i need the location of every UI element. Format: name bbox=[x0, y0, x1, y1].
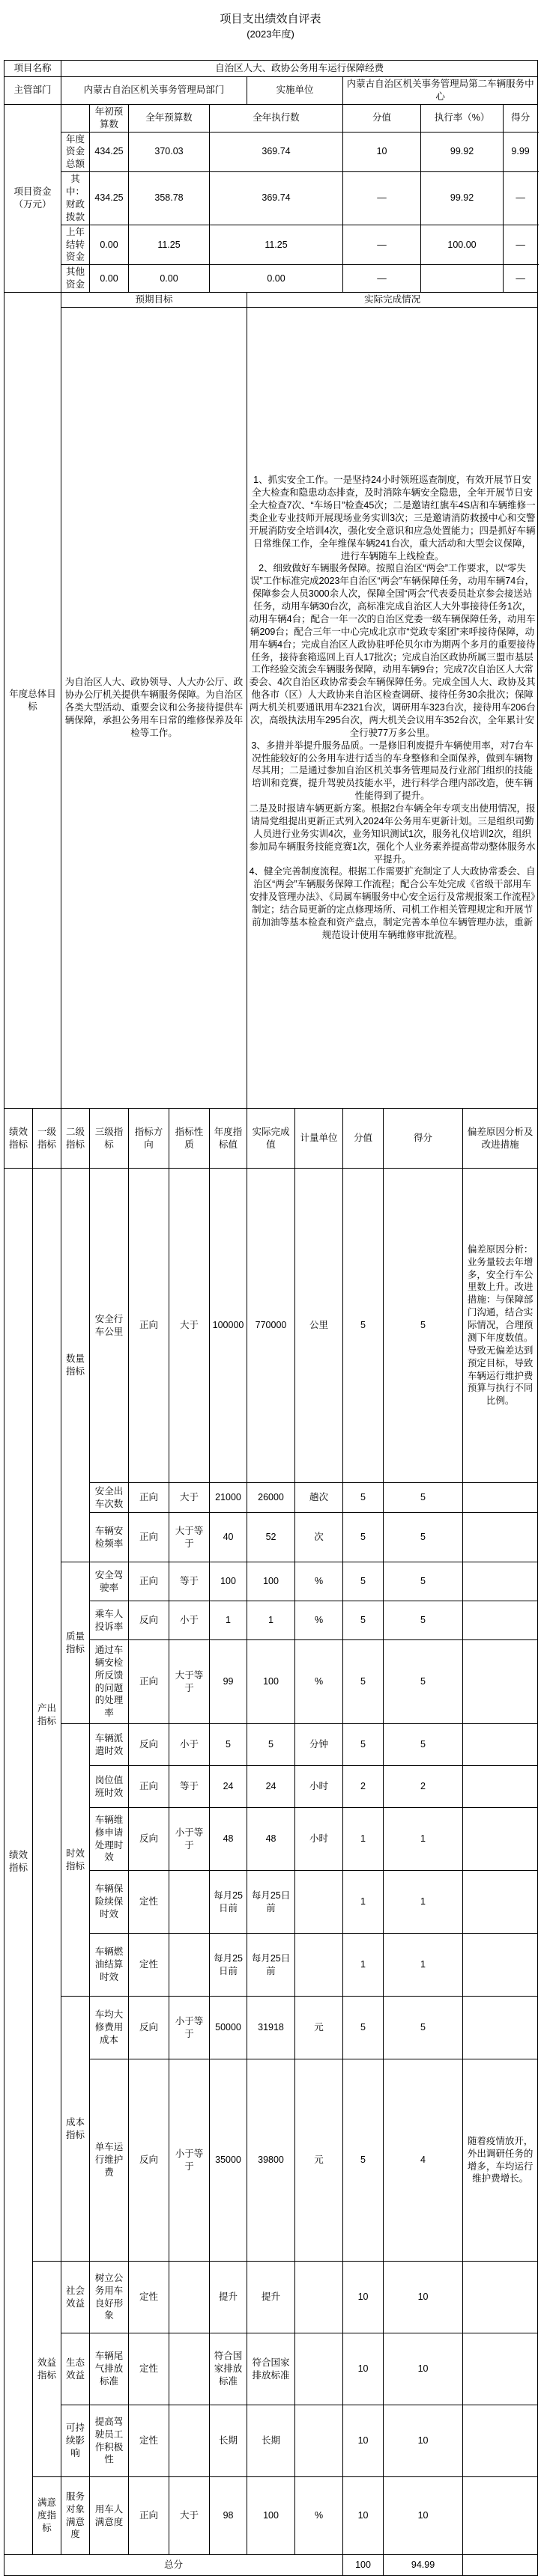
group-satisfaction: 满意度指标 bbox=[33, 2477, 61, 2555]
ind-target: 5 bbox=[210, 1724, 247, 1766]
ind-score: 2 bbox=[384, 1766, 463, 1808]
funds-row bbox=[4, 172, 538, 225]
indicator-row bbox=[4, 1997, 538, 2059]
hdr-scoreval: 分值 bbox=[343, 1109, 384, 1169]
ind-name: 树立公务用车良好形象 bbox=[90, 2262, 129, 2333]
ind-target: 每月25日前 bbox=[210, 1934, 247, 1997]
funds-row-name: 其中：财政拨款 bbox=[61, 172, 90, 225]
ind-reason bbox=[463, 1513, 538, 1562]
group-output: 产出指标 bbox=[33, 1169, 61, 2262]
group-ecological: 生态效益 bbox=[61, 2333, 90, 2405]
ind-reason bbox=[463, 1640, 538, 1724]
ind-prop: 等于 bbox=[169, 1562, 210, 1601]
ind-reason bbox=[463, 1997, 538, 2059]
ind-prop: 小于等于 bbox=[169, 1997, 210, 2059]
goals-actual-text: 1、抓实安全工作。一是坚持24小时领班巡查制度，有效开展节日安全大检查和隐患动态排查，及时消除车辆安全隐患，全年开展节日安全大检查7次、“车场日”检查45次；二是邀请红旗车4S店和车辆维修一类企业专业技师开展现场业务实训3次；三是邀请消防救援中心和交警开展消防安全培训4次，强化安全意识和应急处置能力；四是抓好车辆日常维保工作，全年维保车辆241台次，重大活动和大型会议保障，进行车辆随车上线检查。 2、细致做好车辆服务保障。按照自治区“两会”工作要求，以“零失误”工作标准完成2023年自治区“两会”车辆保障任务，动用车辆74台，保障参会人员3000余人次，保障全国“两会”代表委员赴京参会接送站任务，动用车辆30台次，高标准完成自治区人大外事接待任务1次，动用车辆4台；配合一年一次的自治区党委一级车辆保障任务，动用车辆209台；配合三年一中心完成北京市“党政专案团”来呼接待保障，动用车辆4台；完成自治区人政协驻呼伦贝尔市为期两个多月的重要接待任务，接待套箱巡回上百人17批次；完成自治区政协所属三盟市基层工作经验交流会车辆服务保障，动用车辆9台；完成7次自治区人大常委会、4次自治区政协常委会车辆保障任务。完成全国人大、政协及其他各市（区）人大政协来自治区检查调研、接待任务30余批次；保障两大机关机要通讯用车2321台次，调研用车323台次，接待用车206台次，高级执法用车295台次，两大机关会议用车352台次，全年累计安全行驶77万多公里。 3、多措并举提升服务品质。一是修旧利废提升车辆使用率，对7台车况性能较好的公务用车进行适当的车身整修和全面保养，做到车辆物尽其用；二是通过参加自治区机关事务管理局及行业部门组织的技能培训和竞赛，提升驾驶员技能水平，进行科学合理内部改造，使车辆性能得到了提升。 二是及时报请车辆更新方案。根据2台车辆全年专项支出使用情况，报请局党组提出更新正式列入2024年公务用车更新计划。三是组织司勤人员进行业务实训4次，业务知识测试1次，服务礼仪培训2次，组织参加局车辆服务技能竞赛1次，强化个人业务素养提高带动整体服务水平提升。 4、健全完善制度流程。根据工作需要扩充制定了人大政协常委会、自治区“两会”车辆服务保障工作流程；配合公车处完成《省级干部用车安排及管理办法》、《局属车辆服务中心安全运行及常规报案工作流程》制定；结合局更新的定点修理场所、司机工作相关管理规定和开展节前加油等基本检查和资产盘点，制定完善本单位车辆管理办法，重新规范设计使用车辆维修审批流程。 bbox=[247, 308, 538, 1109]
ind-dir: 反向 bbox=[129, 2059, 169, 2262]
indicator-row bbox=[4, 1169, 538, 1483]
ind-unit bbox=[295, 2333, 343, 2405]
ind-scoreval: 10 bbox=[343, 2333, 384, 2405]
ind-dir: 正向 bbox=[129, 2477, 169, 2555]
group-social: 社会效益 bbox=[61, 2262, 90, 2333]
ind-unit: 小时 bbox=[295, 1808, 343, 1871]
indicator-row bbox=[4, 1724, 538, 1766]
project-name-value: 自治区人大、政协公务用车运行保障经费 bbox=[61, 61, 538, 77]
ind-prop bbox=[169, 2333, 210, 2405]
ind-target: 24 bbox=[210, 1766, 247, 1808]
ind-name: 车辆维修申请处理时效 bbox=[90, 1808, 129, 1871]
funds-row-score: — bbox=[504, 265, 538, 293]
ind-unit: 趟次 bbox=[295, 1483, 343, 1513]
ind-reason bbox=[463, 2405, 538, 2477]
ind-score: 5 bbox=[384, 1483, 463, 1513]
ind-prop: 大于 bbox=[169, 2477, 210, 2555]
ind-scoreval: 5 bbox=[343, 1169, 384, 1483]
indicator-row bbox=[4, 2262, 538, 2333]
ind-prop: 小于等于 bbox=[169, 1808, 210, 1871]
ind-target: 符合国家排放标准 bbox=[210, 2333, 247, 2405]
funds-row-scoreval: — bbox=[343, 265, 421, 293]
ind-name: 安全行车公里 bbox=[90, 1169, 129, 1483]
ind-target: 48 bbox=[210, 1808, 247, 1871]
ind-score: 5 bbox=[384, 1640, 463, 1724]
funds-header-rate: 执行率（%） bbox=[421, 104, 504, 132]
indicator-row bbox=[4, 2333, 538, 2405]
ind-unit: % bbox=[295, 2477, 343, 2555]
ind-prop: 大于等于 bbox=[169, 1513, 210, 1562]
funds-row-name: 上年结转资金 bbox=[61, 225, 90, 265]
ind-actual: 每月25日前 bbox=[247, 1934, 295, 1997]
hdr-perf: 绩效指标 bbox=[4, 1109, 33, 1169]
ind-unit bbox=[295, 2262, 343, 2333]
ind-scoreval: 5 bbox=[343, 1724, 384, 1766]
ind-prop bbox=[169, 2262, 210, 2333]
ind-target: 50000 bbox=[210, 1997, 247, 2059]
funds-row-init: 434.25 bbox=[90, 132, 129, 172]
ind-name: 安全出车次数 bbox=[90, 1483, 129, 1513]
funds-row bbox=[4, 132, 538, 172]
ind-dir: 定性 bbox=[129, 2405, 169, 2477]
ind-reason bbox=[463, 1766, 538, 1808]
ind-unit: 分钟 bbox=[295, 1724, 343, 1766]
ind-dir: 定性 bbox=[129, 1934, 169, 1997]
ind-actual: 48 bbox=[247, 1808, 295, 1871]
group-service-obj: 服务对象满意度 bbox=[61, 2477, 90, 2555]
funds-header-scoreval: 分值 bbox=[343, 104, 421, 132]
funds-row-exec: 11.25 bbox=[210, 225, 343, 265]
ind-unit: % bbox=[295, 1601, 343, 1640]
ind-unit: 次 bbox=[295, 1513, 343, 1562]
ind-scoreval: 1 bbox=[343, 1808, 384, 1871]
funds-row-init: 0.00 bbox=[90, 265, 129, 293]
total-blank bbox=[463, 2555, 538, 2576]
ind-target: 35000 bbox=[210, 2059, 247, 2262]
ind-prop bbox=[169, 2405, 210, 2477]
ind-prop: 等于 bbox=[169, 1766, 210, 1808]
ind-unit: % bbox=[295, 1640, 343, 1724]
ind-dir: 定性 bbox=[129, 2262, 169, 2333]
hdr-actual: 实际完成值 bbox=[247, 1109, 295, 1169]
funds-row-scoreval: 10 bbox=[343, 132, 421, 172]
hdr-score: 得分 bbox=[384, 1109, 463, 1169]
ind-prop: 大于 bbox=[169, 1483, 210, 1513]
ind-target: 21000 bbox=[210, 1483, 247, 1513]
ind-actual: 770000 bbox=[247, 1169, 295, 1483]
group-quantity: 数量指标 bbox=[61, 1169, 90, 1562]
ind-actual: 26000 bbox=[247, 1483, 295, 1513]
funds-row-exec: 369.74 bbox=[210, 172, 343, 225]
ind-name: 车均大修费用成本 bbox=[90, 1997, 129, 2059]
ind-score: 5 bbox=[384, 1997, 463, 2059]
ind-score: 5 bbox=[384, 1513, 463, 1562]
funds-header-score: 得分 bbox=[504, 104, 538, 132]
ind-name: 车辆燃油结算时效 bbox=[90, 1934, 129, 1997]
ind-scoreval: 5 bbox=[343, 1601, 384, 1640]
ind-actual: 符合国家排放标准 bbox=[247, 2333, 295, 2405]
ind-unit bbox=[295, 1871, 343, 1934]
ind-prop bbox=[169, 1871, 210, 1934]
funds-header-budget: 全年预算数 bbox=[129, 104, 210, 132]
ind-target: 长期 bbox=[210, 2405, 247, 2477]
ind-score: 1 bbox=[384, 1871, 463, 1934]
funds-row-init: 0.00 bbox=[90, 225, 129, 265]
ind-scoreval: 5 bbox=[343, 1640, 384, 1724]
ind-dir: 正向 bbox=[129, 1513, 169, 1562]
ind-target: 提升 bbox=[210, 2262, 247, 2333]
ind-name: 岗位值班时效 bbox=[90, 1766, 129, 1808]
ind-reason bbox=[463, 1483, 538, 1513]
funds-row-budget: 370.03 bbox=[129, 132, 210, 172]
ind-score: 5 bbox=[384, 1724, 463, 1766]
ind-dir: 反向 bbox=[129, 1997, 169, 2059]
ind-score: 1 bbox=[384, 1934, 463, 1997]
funds-row-score: — bbox=[504, 225, 538, 265]
funds-row-rate: 99.92 bbox=[421, 172, 504, 225]
ind-prop: 小于 bbox=[169, 1601, 210, 1640]
hdr-l1: 一级指标 bbox=[33, 1109, 61, 1169]
ind-reason bbox=[463, 1724, 538, 1766]
funds-row-scoreval: — bbox=[343, 225, 421, 265]
ind-scoreval: 5 bbox=[343, 1513, 384, 1562]
ind-unit: % bbox=[295, 1562, 343, 1601]
indicator-row bbox=[4, 1562, 538, 1601]
ind-reason bbox=[463, 2262, 538, 2333]
ind-unit bbox=[295, 1934, 343, 1997]
ind-prop: 小于 bbox=[169, 1724, 210, 1766]
ind-actual: 52 bbox=[247, 1513, 295, 1562]
funds-label: 项目资金（万元） bbox=[4, 104, 61, 292]
funds-row-name: 年度资金总额 bbox=[61, 132, 90, 172]
project-name-label: 项目名称 bbox=[4, 61, 61, 77]
ind-score: 5 bbox=[384, 1169, 463, 1483]
funds-header-init: 年初预算数 bbox=[90, 104, 129, 132]
ind-reason bbox=[463, 1934, 538, 1997]
ind-reason bbox=[463, 1808, 538, 1871]
ind-actual: 100 bbox=[247, 2477, 295, 2555]
ind-target: 99 bbox=[210, 1640, 247, 1724]
ind-target: 40 bbox=[210, 1513, 247, 1562]
ind-scoreval: 5 bbox=[343, 1562, 384, 1601]
ind-scoreval: 5 bbox=[343, 1483, 384, 1513]
ind-score: 10 bbox=[384, 2477, 463, 2555]
hdr-target: 年度指标值 bbox=[210, 1109, 247, 1169]
ind-name: 单车运行维护费 bbox=[90, 2059, 129, 2262]
ind-actual: 提升 bbox=[247, 2262, 295, 2333]
hdr-l3: 三级指标 bbox=[90, 1109, 129, 1169]
ind-prop: 大于等于 bbox=[169, 1640, 210, 1724]
ind-score: 10 bbox=[384, 2262, 463, 2333]
ind-dir: 正向 bbox=[129, 1169, 169, 1483]
ind-target: 98 bbox=[210, 2477, 247, 2555]
ind-dir: 定性 bbox=[129, 1871, 169, 1934]
ind-score: 1 bbox=[384, 1808, 463, 1871]
ind-target: 100 bbox=[210, 1562, 247, 1601]
hdr-l2: 二级指标 bbox=[61, 1109, 90, 1169]
impl-label: 实施单位 bbox=[247, 77, 343, 105]
funds-row-score: 9.99 bbox=[504, 132, 538, 172]
ind-scoreval: 1 bbox=[343, 1871, 384, 1934]
funds-row-budget: 0.00 bbox=[129, 265, 210, 293]
ind-actual: 1 bbox=[247, 1601, 295, 1640]
ind-scoreval: 10 bbox=[343, 2262, 384, 2333]
ind-unit: 元 bbox=[295, 2059, 343, 2262]
ind-score: 5 bbox=[384, 1562, 463, 1601]
ind-actual: 100 bbox=[247, 1640, 295, 1724]
funds-header-exec: 全年执行数 bbox=[210, 104, 343, 132]
ind-unit: 小时 bbox=[295, 1766, 343, 1808]
ind-name: 提高驾驶员工作积极性 bbox=[90, 2405, 129, 2477]
ind-name: 用车人满意度 bbox=[90, 2477, 129, 2555]
ind-dir: 反向 bbox=[129, 1601, 169, 1640]
ind-score: 10 bbox=[384, 2333, 463, 2405]
perf-indicator-label: 绩效指标 bbox=[4, 1169, 33, 2555]
hdr-reason: 偏差原因分析及改进措施 bbox=[463, 1109, 538, 1169]
hdr-dir: 指标方向 bbox=[129, 1109, 169, 1169]
group-timeliness: 时效指标 bbox=[61, 1724, 90, 1997]
ind-dir: 正向 bbox=[129, 1640, 169, 1724]
ind-name: 车辆派遣时效 bbox=[90, 1724, 129, 1766]
ind-reason bbox=[463, 1562, 538, 1601]
funds-row bbox=[4, 225, 538, 265]
total-label: 总分 bbox=[4, 2555, 343, 2576]
ind-scoreval: 10 bbox=[343, 2405, 384, 2477]
ind-actual: 24 bbox=[247, 1766, 295, 1808]
indicator-row bbox=[4, 2405, 538, 2477]
ind-score: 5 bbox=[384, 1601, 463, 1640]
ind-actual: 长期 bbox=[247, 2405, 295, 2477]
total-scoreval: 100 bbox=[343, 2555, 384, 2576]
ind-actual: 31918 bbox=[247, 1997, 295, 2059]
self-evaluation-table bbox=[4, 60, 538, 2576]
ind-name: 车辆安检频率 bbox=[90, 1513, 129, 1562]
ind-score: 4 bbox=[384, 2059, 463, 2262]
ind-reason bbox=[463, 2333, 538, 2405]
ind-unit: 公里 bbox=[295, 1169, 343, 1483]
funds-row-rate bbox=[421, 265, 504, 293]
ind-actual: 每月25日前 bbox=[247, 1871, 295, 1934]
funds-row-exec: 369.74 bbox=[210, 132, 343, 172]
ind-target: 每月25日前 bbox=[210, 1871, 247, 1934]
ind-score: 10 bbox=[384, 2405, 463, 2477]
goals-label: 年度总体目标 bbox=[4, 293, 61, 1109]
ind-actual: 5 bbox=[247, 1724, 295, 1766]
ind-name: 车辆尾气排放标准 bbox=[90, 2333, 129, 2405]
dept-label: 主管部门 bbox=[4, 77, 61, 105]
ind-dir: 反向 bbox=[129, 1808, 169, 1871]
hdr-prop: 指标性质 bbox=[169, 1109, 210, 1169]
group-cost: 成本指标 bbox=[61, 1997, 90, 2262]
funds-row-rate: 100.00 bbox=[421, 225, 504, 265]
table-year: (2023年度) bbox=[247, 28, 294, 40]
ind-scoreval: 10 bbox=[343, 2477, 384, 2555]
ind-reason bbox=[463, 1601, 538, 1640]
ind-actual: 39800 bbox=[247, 2059, 295, 2262]
total-row bbox=[4, 2555, 538, 2576]
group-benefit: 效益指标 bbox=[33, 2262, 61, 2477]
ind-scoreval: 2 bbox=[343, 1766, 384, 1808]
impl-value: 内蒙古自治区机关事务管理局第二车辆服务中心 bbox=[343, 77, 538, 105]
ind-prop: 大于 bbox=[169, 1169, 210, 1483]
ind-prop: 小于等于 bbox=[169, 2059, 210, 2262]
ind-reason: 随着疫情放开，外出调研任务的增多，车均运行维护费增长。 bbox=[463, 2059, 538, 2262]
ind-unit bbox=[295, 2405, 343, 2477]
ind-target: 100000 bbox=[210, 1169, 247, 1483]
ind-name: 安全驾驶率 bbox=[90, 1562, 129, 1601]
ind-reason bbox=[463, 1871, 538, 1934]
funds-row-budget: 11.25 bbox=[129, 225, 210, 265]
ind-reason bbox=[463, 2477, 538, 2555]
goals-expected-text: 为自治区人大、政协领导、人大办公厅、政协办公厅机关提供车辆服务保障。为自治区各类大型活动、重要会议和公务接待提供车辆保障，承担公务用车日常的维修保养及年检等工作。 bbox=[61, 308, 247, 1109]
ind-actual: 100 bbox=[247, 1562, 295, 1601]
funds-row-name: 其他资金 bbox=[61, 265, 90, 293]
funds-row-score: — bbox=[504, 172, 538, 225]
funds-row-budget: 358.78 bbox=[129, 172, 210, 225]
total-score: 94.99 bbox=[384, 2555, 463, 2576]
funds-row-exec: 0.00 bbox=[210, 265, 343, 293]
dept-value: 内蒙古自治区机关事务管理局部门 bbox=[61, 77, 247, 105]
group-sustainable: 可持续影响 bbox=[61, 2405, 90, 2477]
ind-scoreval: 5 bbox=[343, 2059, 384, 2262]
ind-dir: 定性 bbox=[129, 2333, 169, 2405]
funds-blank-header bbox=[61, 104, 90, 132]
group-quality: 质量指标 bbox=[61, 1562, 90, 1724]
ind-reason: 偏差原因分析：业务量较去年增多，安全行车公里数上升。改进措施：与保障部门沟通，结合实际情况，合理预测下年度数值。导致无偏差达到预定目标，导致车辆运行维护费预算与执行不同比例。 bbox=[463, 1169, 538, 1483]
goals-expected-header: 预期目标 bbox=[61, 293, 247, 308]
ind-name: 通过车辆安检所反馈的问题的处理率 bbox=[90, 1640, 129, 1724]
ind-scoreval: 5 bbox=[343, 1997, 384, 2059]
funds-row bbox=[4, 265, 538, 293]
hdr-unit: 计量单位 bbox=[295, 1109, 343, 1169]
ind-scoreval: 1 bbox=[343, 1934, 384, 1997]
goals-actual-header: 实际完成情况 bbox=[247, 293, 538, 308]
ind-name: 乘车人投诉率 bbox=[90, 1601, 129, 1640]
table-title: 项目支出绩效自评表 bbox=[220, 13, 321, 25]
ind-name: 车辆保险续保时效 bbox=[90, 1871, 129, 1934]
ind-dir: 反向 bbox=[129, 1724, 169, 1766]
indicator-row bbox=[4, 2477, 538, 2555]
ind-dir: 正向 bbox=[129, 1562, 169, 1601]
ind-dir: 正向 bbox=[129, 1483, 169, 1513]
ind-target: 1 bbox=[210, 1601, 247, 1640]
funds-row-init: 434.25 bbox=[90, 172, 129, 225]
ind-prop bbox=[169, 1934, 210, 1997]
funds-row-scoreval: — bbox=[343, 172, 421, 225]
ind-dir: 正向 bbox=[129, 1766, 169, 1808]
ind-unit: 元 bbox=[295, 1997, 343, 2059]
funds-row-rate: 99.92 bbox=[421, 132, 504, 172]
